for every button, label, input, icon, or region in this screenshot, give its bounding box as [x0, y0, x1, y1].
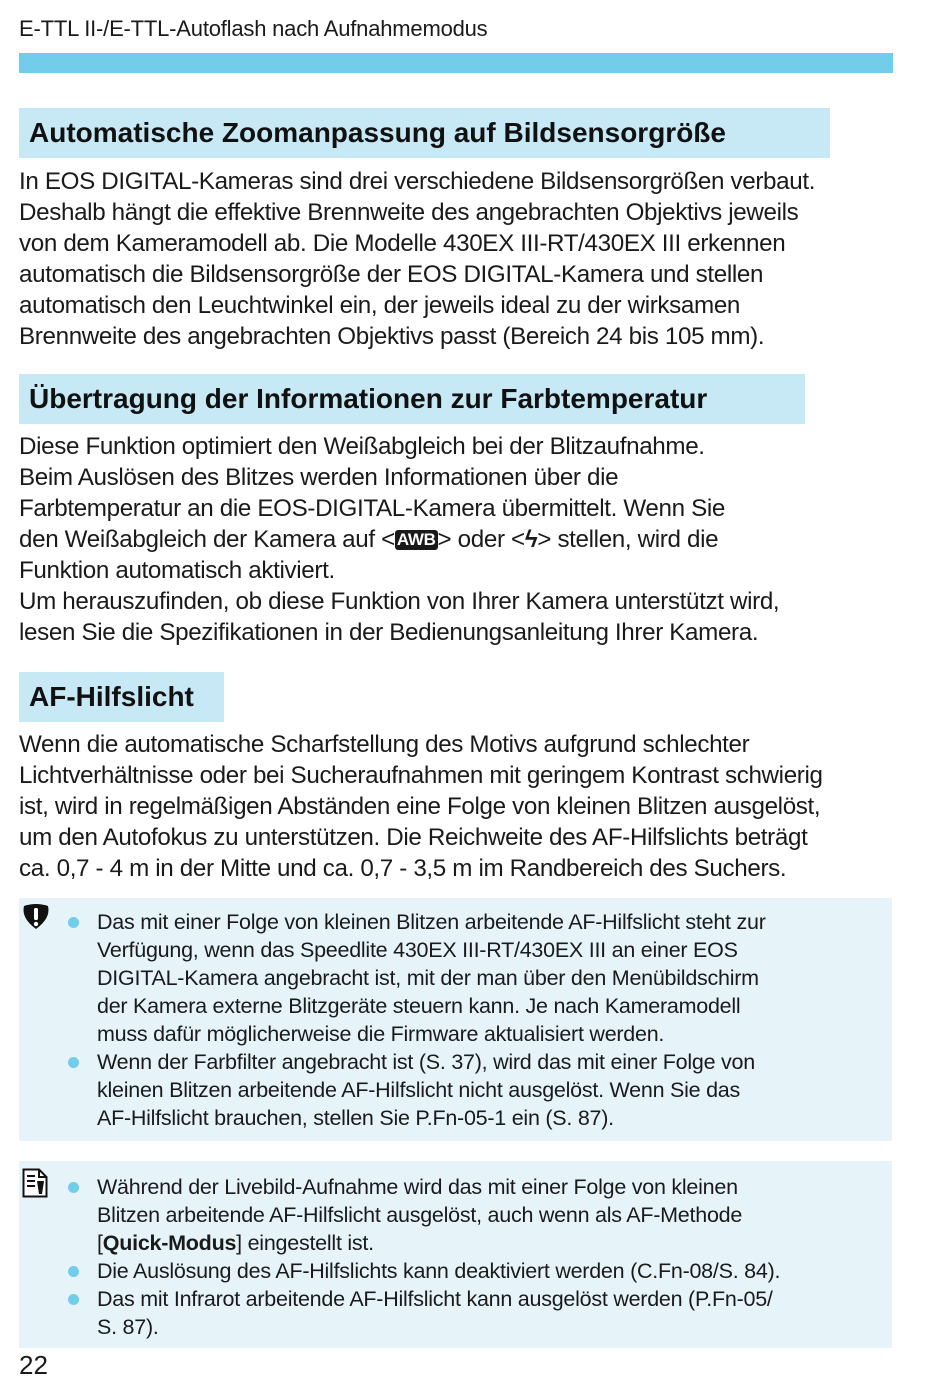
text-line	[97, 1229, 892, 1257]
text-line: automatisch den Leuchtwinkel ein, der jeweils ideal zu der wirksamen	[19, 292, 741, 319]
text-line: Wenn der Farbfilter angebracht ist (S. 37), wird das mit einer Folge von	[97, 1050, 755, 1074]
text-line: In EOS DIGITAL-Kameras sind drei verschiedene Bildsensorgrößen verbaut.	[19, 168, 816, 195]
text-line: Die Auslösung des AF-Hilfslichts kann deaktiviert werden (C.Fn-08/S. 84).	[97, 1259, 781, 1283]
text-line: von dem Kameramodell ab. Die Modelle 430EX III-RT/430EX III erkennen	[19, 230, 786, 257]
text-line: kleinen Blitzen arbeitende AF-Hilfslicht nicht ausgelöst. Wenn Sie das	[97, 1078, 740, 1102]
text-line: Verfügung, wenn das Speedlite 430EX III-RT/430EX III an einer EOS	[97, 938, 738, 962]
bullet-dot	[68, 1182, 79, 1193]
text-line: S. 87).	[97, 1315, 159, 1339]
bullet-dot	[68, 917, 79, 928]
awb-icon: AWB	[396, 530, 436, 549]
text-line: der Kamera externe Blitzgeräte steuern kann. Je nach Kameramodell	[97, 994, 741, 1018]
list-item	[19, 1285, 892, 1341]
text-line: automatisch die Bildsensorgröße der EOS DIGITAL-Kamera und stellen	[19, 261, 764, 288]
text-fragment: > stellen, wird die	[537, 526, 719, 553]
text-line: Blitzen arbeitende AF-Hilfslicht ausgelöst, auch wenn als AF-Methode	[97, 1203, 743, 1227]
text-line: Beim Auslösen des Blitzes werden Informationen über die	[19, 464, 619, 491]
list-item	[19, 1257, 892, 1285]
flash-icon: ϟ	[524, 526, 538, 553]
section-title-zoom: Automatische Zoomanpassung auf Bildsensorgröße	[19, 108, 830, 158]
list-item	[19, 1173, 892, 1257]
text-line: Funktion automatisch aktiviert.	[19, 557, 335, 584]
bullet-dot	[68, 1266, 79, 1277]
section-body-af-assist	[19, 729, 899, 884]
text-line: Diese Funktion optimiert den Weißabgleich bei der Blitzaufnahme.	[19, 433, 705, 460]
text-line: Deshalb hängt die effektive Brennweite des angebrachten Objektivs jeweils	[19, 199, 799, 226]
text-line: Farbtemperatur an die EOS-DIGITAL-Kamera übermittelt. Wenn Sie	[19, 495, 726, 522]
memo-list	[19, 1173, 892, 1341]
text-line: AF-Hilfslicht brauchen, stellen Sie P.Fn-05-1 ein (S. 87).	[97, 1106, 614, 1130]
text-fragment: > oder <	[437, 526, 525, 553]
text-fragment: den Weißabgleich der Kamera auf <	[19, 526, 395, 553]
text-line: Lichtverhältnisse oder bei Sucheraufnahmen mit geringem Kontrast schwierig	[19, 762, 823, 789]
bullet-dot	[68, 1057, 79, 1068]
section-title-af-assist: AF-Hilfslicht	[19, 672, 224, 722]
text-fragment: [	[97, 1231, 103, 1255]
text-line-with-symbols	[19, 524, 899, 555]
running-header: E-TTL II-/E-TTL-Autoflash nach Aufnahmemodus	[19, 16, 488, 41]
text-line: muss dafür möglicherweise die Firmware aktualisiert werden.	[97, 1022, 665, 1046]
text-line: Während der Livebild-Aufnahme wird das mit einer Folge von kleinen	[97, 1175, 738, 1199]
header-accent-bar	[19, 53, 893, 73]
bullet-dot	[68, 1294, 79, 1305]
text-line: Das mit Infrarot arbeitende AF-Hilfslicht kann ausgelöst werden (P.Fn-05/	[97, 1287, 773, 1311]
text-line: ist, wird in regelmäßigen Abständen eine Folge von kleinen Blitzen ausgelöst,	[19, 793, 821, 820]
memo-box	[19, 1161, 892, 1348]
text-line: Wenn die automatische Scharfstellung des Motivs aufgrund schlechter	[19, 731, 750, 758]
text-line: Das mit einer Folge von kleinen Blitzen arbeitende AF-Hilfslicht steht zur	[97, 910, 766, 934]
text-line: DIGITAL-Kamera angebracht ist, mit der man über den Menübildschirm	[97, 966, 759, 990]
list-item	[19, 1048, 892, 1132]
text-line: lesen Sie die Spezifikationen in der Bedienungsanleitung Ihrer Kamera.	[19, 619, 759, 646]
section-body-color-temperature	[19, 431, 899, 648]
section-body-zoom	[19, 166, 899, 352]
caution-list	[19, 908, 892, 1132]
list-item	[19, 908, 892, 1048]
text-line: Um herauszufinden, ob diese Funktion von Ihrer Kamera unterstützt wird,	[19, 588, 780, 615]
quick-mode-label: Quick-Modus	[102, 1231, 237, 1255]
text-line: Brennweite des angebrachten Objektivs passt (Bereich 24 bis 105 mm).	[19, 323, 765, 350]
caution-box	[19, 898, 892, 1141]
text-line: ca. 0,7 - 4 m in der Mitte und ca. 0,7 - 3,5 m im Randbereich des Suchers.	[19, 855, 787, 882]
page-number: 22	[19, 1350, 48, 1380]
section-title-color-temperature: Übertragung der Informationen zur Farbtemperatur	[19, 374, 805, 424]
text-line: um den Autofokus zu unterstützen. Die Reichweite des AF-Hilfslichts beträgt	[19, 824, 808, 851]
text-fragment: ] eingestellt ist.	[236, 1231, 374, 1255]
